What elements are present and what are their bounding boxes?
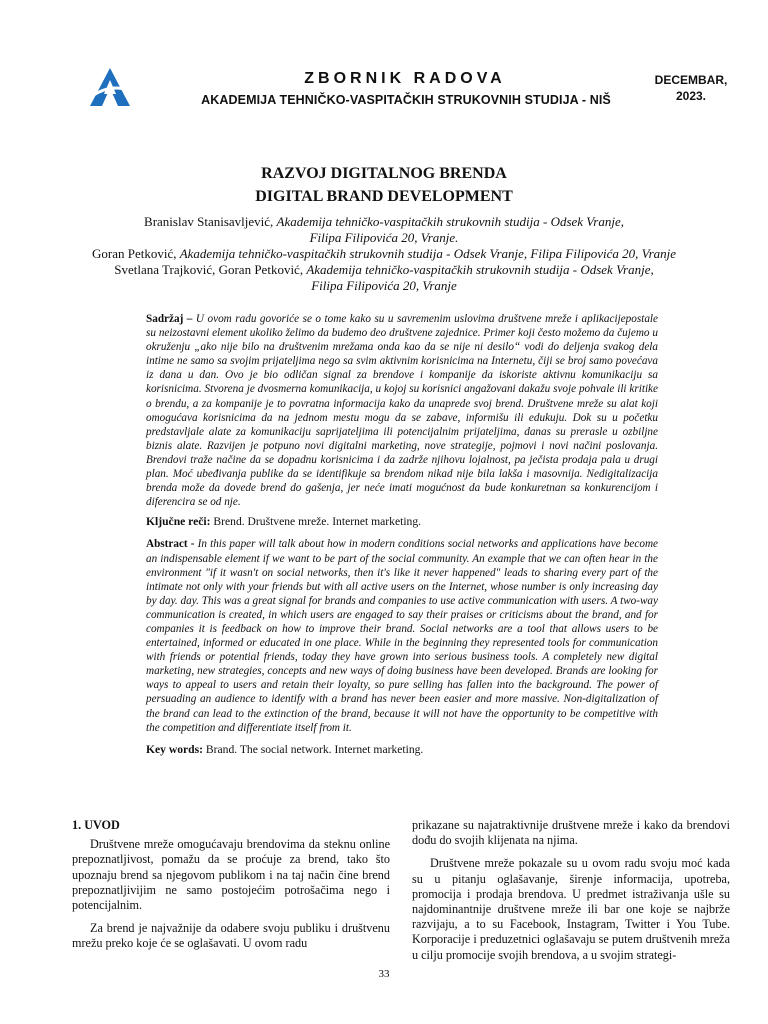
paper-title-serbian: RAZVOJ DIGITALNOG BRENDA [261, 165, 507, 182]
author-list [60, 214, 708, 294]
author-line [60, 262, 708, 278]
author-name: Branislav Stanisavljević, [144, 214, 277, 229]
section-heading: 1. UVOD [72, 818, 120, 832]
paper-title-block [60, 162, 708, 208]
keywords-english [146, 743, 658, 757]
keywords-serbian-text: Brend. Društvene mreže. Internet marketing. [213, 515, 422, 529]
abstract-block [146, 312, 658, 757]
author-line [60, 246, 708, 262]
journal-title: ZBORNIK RADOVA [304, 70, 506, 87]
author-name: Svetlana Trajković, Goran Petković, [114, 262, 307, 277]
issue-date-year: 2023. [675, 89, 707, 103]
page-header [0, 0, 768, 120]
abstract-english-label: Abstract - [146, 538, 198, 551]
abstract-serbian-text: U ovom radu govoriće se o tome kako su u savremenim uslovima društvene mreže i aplikacijepostale su neizostavni element ukoliko želimo da budemo deo društvene zajednice. Primer koji često možemo da čujemo u okruženju „ako nije bilo na društvenim mrežama onda kao da se nije ni desilo“ vodi do deljenja svakog dela intime ne samo sa svojim prijateljima nego sa svim aktivnim korisnicima na Internetu, čiji se broj samo povećava iz dana u dan. Ovo je bio odličan signal za brendove i kompanije da iskoriste aktivnu komunikaciju sa korisnicima. Stvorena je dvosmerna komunikacija, u kojoj su korisnici angažovani dakažu svoje pohvale ili kritike o brendu, a za kompanije je to povratna informacija kako da unaprede svoj brend. Društvene mreže su alat koji omogućava korisnicima da na jednom mestu mogu da se zabave, informišu ili edukuju. Dok su u početku predstavljale alate za komunikaciju saprijateljima ili potencijalnim prijateljima, danas su prerasle u ozbiljne biznis alate. Razvijen je potpuno novi digitalni marketing, nove strategije, pojmovi i novi načini poslovanja. Brendovi traže načine da se dopadnu korisnicima i da zadrže njihovu lojalnost, pa ječista prodaja pala u drugi plan. Moć ubeđivanja publike da se identifikuje sa brendom nikad nije bila lakša i masovnija. Nedigitalizacija brenda može da dovede brend do gašenja, jer neće imati mogućnost da bude konkuretnan sa konkurencijom i diferencira se od nje. [146, 313, 658, 509]
abstract-english [146, 537, 658, 734]
author-line [60, 230, 708, 246]
abstract-serbian-label: Sadržaj – [146, 313, 196, 325]
abstract-serbian [146, 312, 658, 509]
left-column [72, 818, 390, 952]
body-paragraph: prikazane su najatraktivnije društvene mreže i kako da brendovi dođu do svojih klijenata na njima. [412, 818, 730, 848]
issue-date-month: DECEMBAR, [654, 73, 728, 87]
author-affiliation: Akademija tehničko-vaspitačkih strukovnih studija - Odsek Vranje, Filipa Filipovića 20, Vranje [179, 246, 677, 261]
author-line [60, 214, 708, 230]
author-affiliation: Akademija tehničko-vaspitačkih strukovnih studija - Odsek Vranje, [306, 262, 654, 277]
keywords-serbian [146, 515, 658, 529]
paper-title-english: DIGITAL BRAND DEVELOPMENT [255, 188, 513, 205]
right-column [412, 818, 730, 963]
keywords-serbian-label: Ključne reči: [146, 515, 214, 529]
page-number: 33 [378, 968, 390, 980]
author-affiliation: Filipa Filipovića 20, Vranje. [309, 230, 459, 245]
issue-date [648, 72, 734, 104]
author-line [60, 278, 708, 294]
body-paragraph: Za brend je najvažnije da odabere svoju publiku i društvenu mrežu preko koje će se oglašavati. U ovom radu [72, 921, 390, 951]
keywords-english-text: Brand. The social network. Internet marketing. [205, 742, 424, 756]
author-affiliation: Akademija tehničko-vaspitačkih strukovnih studija - Odsek Vranje, [276, 214, 624, 229]
abstract-english-text: In this paper will talk about how in modern conditions social networks and applications have become an indispensable element if we want to be part of the social community. An example that we can often hear in the environment "if it wasn't on social networks, then it's like it never happened" leads to sharing every part of the intimate not only with your friends but with all active users on the Internet, whose number is only increasing day by day. day. This was a great signal for brands and companies to use active communication with users. A two-way communication is created, in which users are engaged to say their praises or criticisms about the brand, and for companies it is feedback on how to improve their brand. Social networks are a tool that allows users to be entertained, informed or educated in one place. While in the beginning they represented tools for communication with friends or potential friends, today they have grown into serious business tools. A completely new digital marketing, new strategies, concepts and new ways of doing business have been developed. Brands are looking for ways to appeal to users and retain their loyalty, so pure selling has fallen into the background. The power of persuading an audience to identify with a brand has never been easier and more massive. Non-digitalization of the brand can lead to the extinction of the brand, because it will not have the opportunity to be competitive with the competition and differentiate itself from it. [146, 538, 658, 734]
body-paragraph: Društvene mreže pokazale su u ovom radu svoju moć kada su u pitanju oglašavanje, širenje informacija, upotreba, promocija i prodaja brendova. U predmet istraživanja ušle su najdominantnije društvene mreže ili bar one koje se najbrže razvijaju, a to su Facebook, Instagram, Twitter i You Tube. Korporacije i preduzetnici oglašavaju se putem društvenih mreža u cilju promocije svojih brendova, a u svojim strategi- [412, 856, 730, 962]
keywords-english-label: Key words: [146, 742, 206, 756]
body-paragraph: Društvene mreže omogućavaju brendovima da steknu online prepoznatljivost, pomažu da se proćuje za brend, tako što upoznaju brend sa njegovom publikom i na taj način čine brend prepoznatljivijim ne samo postojećim potrošačima nego i potencijalnim. [72, 837, 390, 913]
author-affiliation: Filipa Filipovića 20, Vranje [311, 278, 457, 293]
institution-name: AKADEMIJA TEHNIČKO-VASPITAČKIH STRUKOVNIH STUDIJA - NIŠ [201, 93, 611, 107]
academy-logo-icon [88, 66, 132, 108]
author-name: Goran Petković, [91, 246, 180, 261]
